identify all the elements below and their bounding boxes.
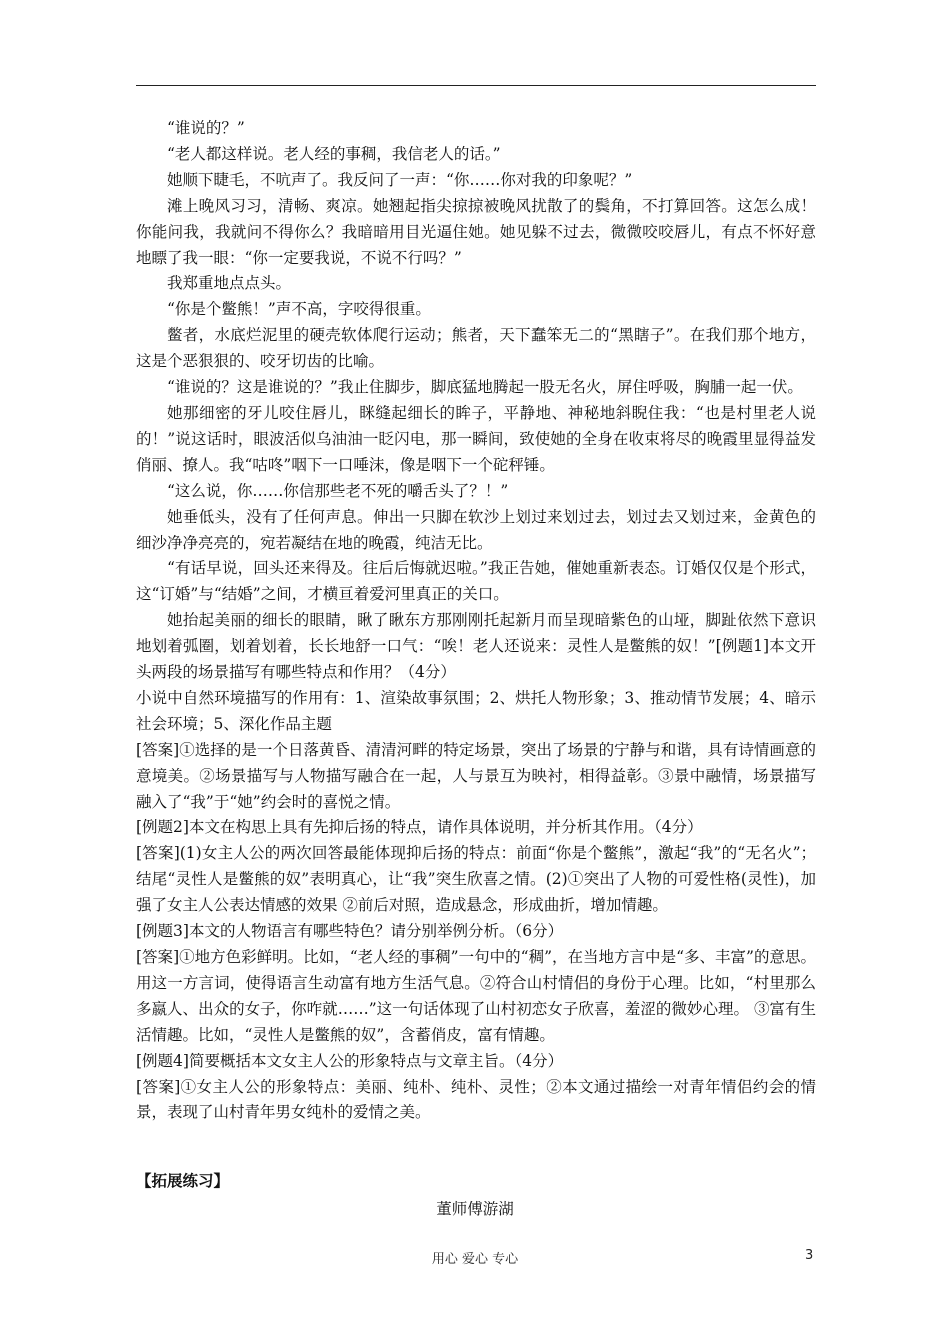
answer-paragraph: [答案](1)女主人公的两次回答最能体现抑后扬的特点：前面“你是个鳖熊”，激起“我”的“无名火”；结尾“灵性人是鳖熊的奴”表明真心，让“我”突生欣喜之情。(2)①突出了人物的可爱性格(灵性)，加强了女主人公表达情感的效果 ②前后对照，造成悬念，形成曲折，增加情趣。 — [136, 844, 816, 915]
paragraph: 她抬起美丽的细长的眼睛，瞅了瞅东方那刚刚托起新月而呈现暗紫色的山垭，脚趾依然下意识地划着弧圈，划着划着，长长地舒一口气：“唉！老人还说来：灵性人是鳖熊的奴！”[例题1]本文开头两段的场景描写有哪些特点和作用？（4分） — [136, 611, 816, 682]
paragraph: “老人都这样说。老人经的事稠，我信老人的话。” — [167, 144, 501, 163]
next-story-title: 董师傅游湖 — [436, 1200, 514, 1218]
body-text — [136, 116, 816, 1126]
paragraph: 她顺下睫毛，不吭声了。我反问了一声：“你……你对我的印象呢？” — [167, 170, 633, 189]
answer-paragraph: [答案]①地方色彩鲜明。比如，“老人经的事稠”一句中的“稠”，在当地方言中是“多、丰富”的意思。用这一方言词，使得语言生动富有地方生活气息。②符合山村情侣的身份于心理。比如，“村里那么多嬴人、出众的女子，你咋就……”这一句话体现了山村初恋女子欣喜，羞涩的微妙心理。 ③富有生活情趣。比如，“灵性人是鳖熊的奴”，含蓄俏皮，富有情趣。 — [136, 948, 816, 1044]
paragraph: 我郑重地点点头。 — [167, 274, 292, 293]
paragraph: “你是个鳖熊！”声不高，字咬得很重。 — [167, 300, 431, 319]
section-heading: 【拓展练习】 — [136, 1171, 230, 1190]
page-footer: 用心 爱心 专心 — [431, 1252, 519, 1267]
question-paragraph: [例题4]简要概括本文女主人公的形象特点与文章主旨。（4分） — [136, 1051, 564, 1070]
paragraph: “谁说的？这是谁说的？”我止住脚步，脚底猛地腾起一股无名火，屏住呼吸，胸脯一起一伏。 — [167, 378, 803, 397]
page-number: 3 — [805, 1248, 814, 1263]
paragraph: “这么说，你……你信那些老不死的嚼舌头了？！” — [167, 481, 509, 500]
question-paragraph: [例题3]本文的人物语言有哪些特色？请分别举例分析。（6分） — [136, 922, 564, 941]
answer-paragraph: [答案]①选择的是一个日落黄昏、清清河畔的特定场景，突出了场景的宁静与和谐，具有诗情画意的意境美。②场景描写与人物描写融合在一起，人与景互为映衬，相得益彰。③景中融情，场景描写融入了“我”于“她”约会时的喜悦之情。 — [136, 740, 816, 811]
question-paragraph: [例题2]本文在构思上具有先抑后扬的特点，请作具体说明，并分析其作用。（4分） — [136, 818, 703, 837]
paragraph: 鳖者，水底烂泥里的硬壳软体爬行运动；熊者，天下蠢笨无二的“黑瞎子”。在我们那个地方，这是个恶狠狠的、咬牙切齿的比喻。 — [136, 326, 816, 371]
paragraph: 她那细密的牙儿咬住唇儿，眯缝起细长的眸子，平静地、神秘地斜睨住我：“也是村里老人说的！”说这话时，眼波活似乌油油一眨闪电，那一瞬间，致使她的全身在收束将尽的晚霞里显得益发俏丽、撩人。我“咕咚”咽下一口唾沫，像是咽下一个砣秤锤。 — [136, 403, 816, 474]
paragraph: “有话早说，回头还来得及。往后后悔就迟啦。”我正告她，催她重新表态。订婚仅仅是个形式，这“订婚”与“结婚”之间，才横亘着爱河里真正的关口。 — [136, 559, 816, 604]
answer-paragraph: [答案]①女主人公的形象特点：美丽、纯朴、纯朴、灵性；②本文通过描绘一对青年情侣约会的情景，表现了山村青年男女纯朴的爱情之美。 — [136, 1077, 816, 1122]
paragraph: “谁说的？” — [167, 119, 245, 137]
header-rule — [136, 85, 816, 86]
paragraph: 她垂低头，没有了任何声息。伸出一只脚在软沙上划过来划过去，划过去又划过来，金黄色的细沙净净亮亮的，宛若凝结在地的晚霞，纯洁无比。 — [136, 507, 816, 552]
paragraph: 滩上晚风习习，清畅、爽凉。她翘起指尖掠掠被晚风扰散了的鬓角，不打算回答。这怎么成！你能问我，我就问不得你么？我暗暗用目光逼住她。她见躲不过去，微微咬咬唇儿，有点不怀好意地瞟了我一眼：“你一定要我说，不说不行吗？” — [136, 196, 816, 267]
paragraph: 小说中自然环境描写的作用有：1、渲染故事氛围；2、烘托人物形象；3、推动情节发展；4、暗示社会环境；5、深化作品主题 — [136, 688, 816, 733]
